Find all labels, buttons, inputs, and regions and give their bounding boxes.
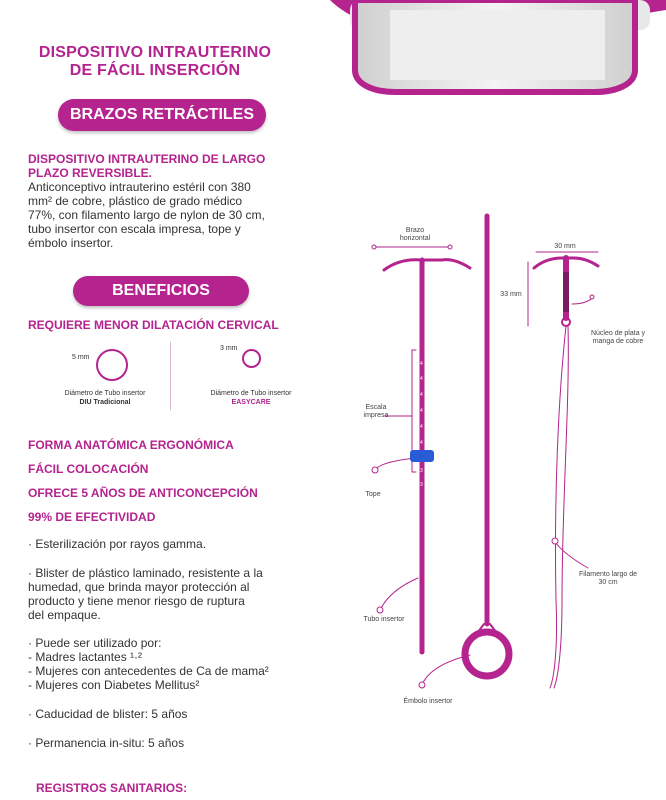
registros-heading: REGISTROS SANITARIOS: — [36, 781, 188, 795]
svg-text:4: 4 — [420, 408, 423, 414]
description-heading: DISPOSITIVO INTRAUTERINO DE LARGO PLAZO REVERSIBLE. — [28, 152, 266, 180]
svg-text:3: 3 — [420, 468, 423, 474]
iud-diagram — [330, 200, 666, 720]
benefit-item: OFRECE 5 AÑOS DE ANTICONCEPCIÓN — [28, 486, 258, 500]
bullet-sterilization: · Esterilización por rayos gamma. — [28, 537, 207, 551]
svg-text:4: 4 — [420, 361, 423, 367]
title-line-1: DISPOSITIVO INTRAUTERINO — [38, 44, 272, 61]
label-tope: Tope — [365, 491, 381, 498]
benefit-item: FORMA ANATÓMICA ERGONÓMICA — [28, 438, 234, 452]
benefit-item: FÁCIL COLOCACIÓN — [28, 462, 149, 476]
label-33mm: 33 mm — [500, 291, 522, 298]
title-line-2: DE FÁCIL INSERCIÓN — [69, 62, 241, 79]
dilatacion-heading: REQUIERE MENOR DILATACIÓN CERVICAL — [28, 318, 279, 332]
label-tubo-insertor: Tubo insertor — [363, 616, 405, 623]
bullet-usage: · Puede ser utilizado por: - Madres lactantes ¹·² - Mujeres con antecedentes de Ca de mama² - Mujeres con Diabetes Mellitus² — [28, 636, 269, 692]
comparison-divider — [170, 342, 171, 410]
label-brazo-horizontal: Brazo horizontal — [399, 227, 431, 242]
label-30mm: 30 mm — [554, 243, 576, 250]
svg-text:4: 4 — [420, 440, 423, 446]
left-size-label: 5 mm — [72, 354, 90, 361]
label-nucleo: Núcleo de plata y manga de cobre — [590, 330, 646, 345]
package-box-image — [345, 0, 645, 95]
bullet-caducidad: · Caducidad de blister: 5 años — [28, 707, 188, 721]
label-escala-impresa: Escala impresa — [363, 404, 389, 419]
easycare-tube-circle — [242, 349, 261, 368]
tope-stopper — [410, 450, 434, 462]
description-body: Anticonceptivo intrauterino estéril con 380 mm² de cobre, plástico de grado médico 77%, con filamento largo de nylon de 30 cm, tubo insertor con escala impresa, tope y émbolo insertor. — [28, 180, 265, 250]
beneficios-badge: BENEFICIOS — [73, 276, 249, 306]
page-title — [0, 44, 310, 80]
benefit-item: 99% DE EFECTIVIDAD — [28, 510, 156, 524]
svg-text:3: 3 — [420, 482, 423, 488]
left-caption: Diámetro de Tubo insertor DIU Tradicional — [64, 390, 146, 406]
bullet-permanencia: · Permanencia in-situ: 5 años — [28, 736, 185, 750]
svg-text:4: 4 — [420, 376, 423, 382]
label-embolo-insertor: Émbolo insertor — [403, 698, 453, 705]
svg-text:4: 4 — [420, 392, 423, 398]
right-size-label: 3 mm — [220, 345, 238, 352]
traditional-tube-circle — [96, 349, 128, 381]
svg-text:4: 4 — [420, 424, 423, 430]
right-caption: Diámetro de Tubo insertor EASYCARE — [210, 390, 292, 406]
brazos-retractiles-badge: BRAZOS RETRÁCTILES — [58, 99, 266, 131]
bullet-blister: · Blister de plástico laminado, resistente a la humedad, que brinda mayor protección al producto y tiene menor riesgo de ruptura del empaque. — [28, 566, 263, 622]
label-filamento: Filamento largo de 30 cm — [579, 571, 637, 586]
